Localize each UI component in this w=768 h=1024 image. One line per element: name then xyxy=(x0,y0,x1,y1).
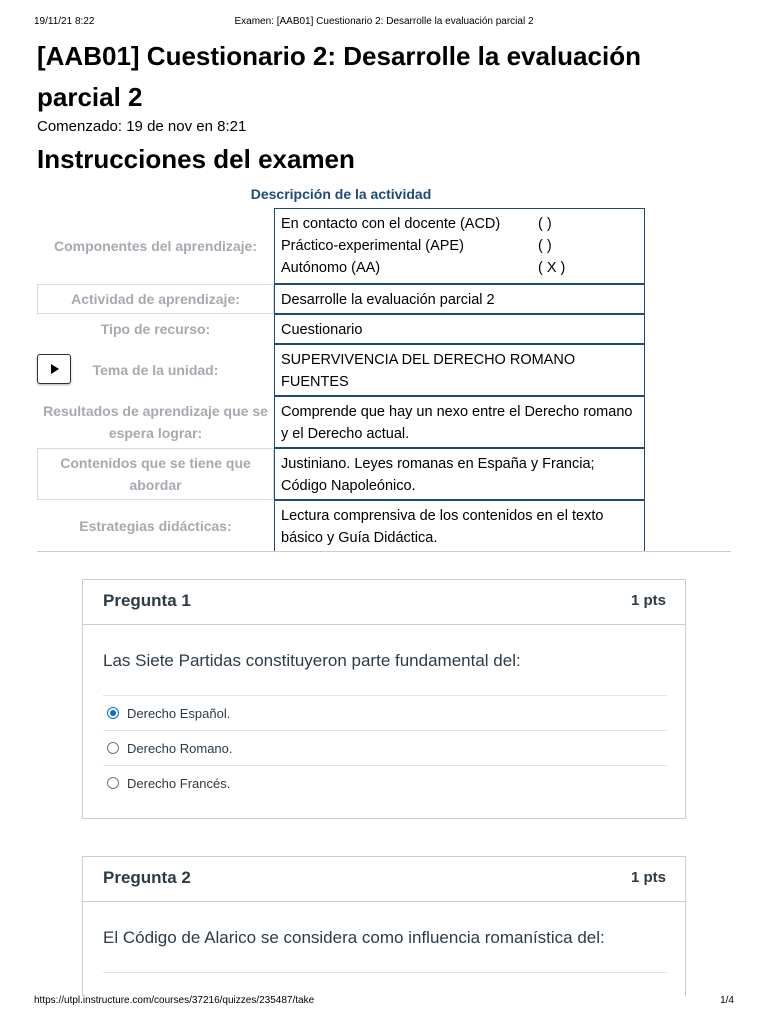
print-document-title: Examen: [AAB01] Cuestionario 2: Desarrolle la evaluación parcial 2 xyxy=(234,16,534,27)
divider xyxy=(37,551,731,552)
answer-option[interactable] xyxy=(103,730,667,765)
table-row-label: Actividad de aprendizaje: xyxy=(37,284,274,314)
question-header xyxy=(83,857,685,902)
table-row-value: Comprende que hay un nexo entre el Derecho romano y el Derecho actual. xyxy=(274,396,645,448)
component-name: En contacto con el docente (ACD) xyxy=(281,216,501,232)
table-row-value: Justiniano. Leyes romanas en España y Francia; Código Napoleónico. xyxy=(274,448,645,500)
print-page-number: 1/4 xyxy=(720,995,734,1006)
instructions-heading: Instrucciones del examen xyxy=(37,144,355,174)
question-text: Las Siete Partidas constituyeron parte fundamental del: xyxy=(103,651,521,670)
quiz-title: [AAB01] Cuestionario 2: Desarrolle la evaluación parcial 2 xyxy=(37,41,641,112)
table-row-label: Tipo de recurso: xyxy=(100,321,211,337)
table-row xyxy=(37,448,645,500)
print-header xyxy=(0,14,768,30)
components-value xyxy=(274,208,645,284)
question-name: Pregunta 2 xyxy=(103,868,191,887)
question-name: Pregunta 1 xyxy=(103,591,191,610)
answer-list xyxy=(103,695,667,800)
answer-list xyxy=(103,972,667,993)
activity-caption: Descripción de la actividad xyxy=(250,186,432,202)
question-card-2 xyxy=(82,856,686,996)
print-url: https://utpl.instructure.com/courses/37216/quizzes/235487/take xyxy=(34,995,315,1006)
table-row-components xyxy=(37,208,645,284)
table-row xyxy=(37,344,645,396)
print-date: 19/11/21 8:22 xyxy=(34,16,95,27)
radio-button-selected[interactable] xyxy=(107,707,119,719)
print-footer xyxy=(0,993,768,1009)
play-button[interactable] xyxy=(37,354,71,384)
question-card-1 xyxy=(82,579,686,819)
table-row xyxy=(37,314,645,344)
component-mark: ( ) xyxy=(538,216,552,232)
answer-option xyxy=(103,972,667,993)
component-mark: ( ) xyxy=(538,238,552,254)
table-row-value: Desarrolle la evaluación parcial 2 xyxy=(274,284,645,314)
question-text: El Código de Alarico se considera como influencia romanística del: xyxy=(103,928,605,947)
table-row-label: Resultados de aprendizaje que se espera lograr: xyxy=(43,403,268,441)
components-label: Componentes del aprendizaje: xyxy=(53,238,258,254)
component-line xyxy=(281,213,638,235)
component-line xyxy=(281,257,638,279)
answer-option[interactable] xyxy=(103,695,667,730)
table-row xyxy=(37,396,645,448)
table-row-label: Estrategias didácticas: xyxy=(79,518,232,534)
started-timestamp: Comenzado: 19 de nov en 8:21 xyxy=(37,118,247,135)
table-row-value: SUPERVIVENCIA DEL DERECHO ROMANO FUENTES xyxy=(274,344,645,396)
table-row-value: Lectura comprensiva de los contenidos en el texto básico y Guía Didáctica. xyxy=(274,500,645,552)
answer-option[interactable] xyxy=(103,765,667,800)
radio-button[interactable] xyxy=(107,742,119,754)
question-header xyxy=(83,580,685,625)
radio-button[interactable] xyxy=(107,777,119,789)
component-mark: ( X ) xyxy=(538,260,566,276)
table-row-value: Cuestionario xyxy=(274,314,645,344)
answer-label: Derecho Francés. xyxy=(127,775,231,791)
component-line xyxy=(281,235,638,257)
answer-label: Derecho Español. xyxy=(127,705,231,721)
table-row xyxy=(37,284,645,314)
component-name: Práctico-experimental (APE) xyxy=(281,238,464,254)
table-row-label: Tema de la unidad: xyxy=(92,362,219,378)
component-name: Autónomo (AA) xyxy=(281,260,381,276)
activity-description-table xyxy=(37,208,645,552)
table-row-label: Contenidos que se tiene que abordar xyxy=(37,448,274,500)
table-row xyxy=(37,500,645,552)
question-points: 1 pts xyxy=(630,869,666,886)
question-points: 1 pts xyxy=(630,592,666,609)
answer-label: Derecho Romano. xyxy=(127,740,233,756)
play-icon xyxy=(51,364,59,374)
